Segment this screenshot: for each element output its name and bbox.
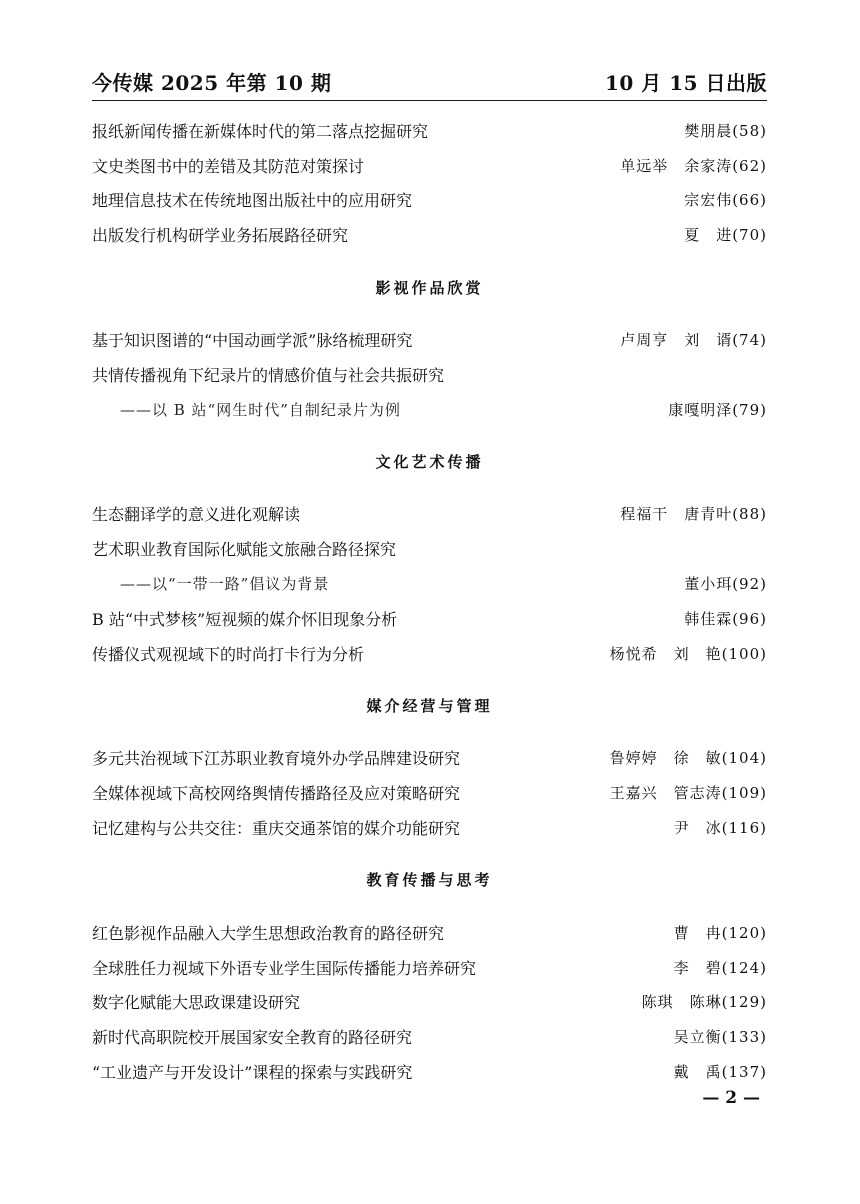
entry-author-page: 程福干 唐青叶(88)	[620, 505, 767, 524]
publish-date: 10 月 15 日出版	[604, 71, 767, 95]
entry-author-page: 尹 冰(116)	[673, 819, 767, 838]
entry-title: B 站“中式梦核”短视频的媒介怀旧现象分析	[92, 609, 398, 629]
toc-entry[interactable]	[92, 601, 767, 636]
toc-entry[interactable]	[92, 1019, 767, 1054]
entry-title: 记忆建构与公共交往：重庆交通茶馆的媒介功能研究	[92, 819, 461, 839]
toc-entry[interactable]	[92, 1054, 767, 1089]
section-heading-education: 教育传播与思考	[366, 871, 493, 890]
toc-entry-subtitle[interactable]	[92, 566, 767, 601]
toc-entry[interactable]	[92, 497, 767, 532]
entry-author-page: 董小珥(92)	[684, 575, 767, 594]
entry-title: “工业遗产与开发设计”课程的探索与实践研究	[92, 1063, 413, 1083]
entry-title: 多元共治视域下江苏职业教育境外办学品牌建设研究	[92, 749, 461, 769]
entry-author-page: 樊朋晨(58)	[684, 121, 767, 140]
entry-title: 新时代高职院校开展国家安全教育的路径研究	[92, 1028, 413, 1048]
page-header	[92, 70, 767, 101]
entry-title: 全球胜任力视域下外语专业学生国际传播能力培养研究	[92, 958, 477, 978]
entry-subtitle: ——以 B 站“网生时代”自制纪录片为例	[120, 400, 401, 419]
entry-author-page: 戴 禹(137)	[673, 1063, 767, 1082]
entry-title: 传播仪式观视域下的时尚打卡行为分析	[92, 644, 365, 664]
entry-title: 地理信息技术在传统地图出版社中的应用研究	[92, 191, 413, 211]
toc-entry[interactable]	[92, 915, 767, 950]
toc-entry[interactable]	[92, 775, 767, 810]
toc-entry[interactable]	[92, 950, 767, 985]
entry-author-page: 曹 冉(120)	[673, 923, 767, 942]
toc-entry[interactable]	[92, 183, 767, 218]
entry-title: 数字化赋能大思政课建设研究	[92, 993, 301, 1013]
entry-title: 全媒体视域下高校网络舆情传播路径及应对策略研究	[92, 784, 461, 804]
toc-entry[interactable]	[92, 636, 767, 671]
toc-entry[interactable]	[92, 741, 767, 776]
section-heading-film: 影视作品欣赏	[375, 278, 484, 297]
entry-author-page: 杨悦希 刘 艳(100)	[609, 644, 767, 663]
toc-entry[interactable]	[92, 985, 767, 1020]
toc-entry[interactable]	[92, 217, 767, 252]
journal-issue: 今传媒 2025 年第 10 期	[92, 71, 332, 95]
toc-entry[interactable]	[92, 531, 767, 566]
section-heading-media-management: 媒介经营与管理	[366, 697, 493, 716]
entry-author-page: 卢周亨 刘 谞(74)	[620, 331, 767, 350]
entry-author-page: 宗宏伟(66)	[684, 191, 767, 210]
entry-title: 红色影视作品融入大学生思想政治教育的路径研究	[92, 923, 445, 943]
page-number: — 2 —	[702, 1088, 760, 1108]
entry-author-page: 康嘎明泽(79)	[668, 400, 767, 419]
entry-title: 文史类图书中的差错及其防范对策探讨	[92, 156, 365, 176]
entry-author-page: 李 碧(124)	[673, 958, 767, 977]
entry-author-page: 韩佳霖(96)	[684, 609, 767, 628]
toc-entry-subtitle[interactable]	[92, 392, 767, 427]
toc-entry[interactable]	[92, 810, 767, 845]
entry-author-page: 夏 进(70)	[684, 226, 767, 245]
section-heading-culture: 文化艺术传播	[375, 453, 484, 472]
entry-title: 出版发行机构研学业务拓展路径研究	[92, 226, 349, 246]
toc-entry[interactable]	[92, 148, 767, 183]
entry-title: 报纸新闻传播在新媒体时代的第二落点挖掘研究	[92, 121, 429, 141]
entry-author-page: 陈琪 陈琳(129)	[641, 993, 767, 1012]
entry-subtitle: ——以“一带一路”倡议为背景	[120, 575, 330, 594]
entry-title: 生态翻译学的意义进化观解读	[92, 505, 301, 525]
entry-author-page: 鲁婷婷 徐 敏(104)	[609, 749, 767, 768]
table-of-contents	[92, 113, 767, 1089]
entry-author-page: 吴立衡(133)	[673, 1028, 767, 1047]
toc-entry[interactable]	[92, 357, 767, 392]
entry-author-page: 单远举 余家涛(62)	[620, 156, 767, 175]
entry-author-page: 王嘉兴 管志涛(109)	[609, 784, 767, 803]
toc-entry[interactable]	[92, 113, 767, 148]
entry-title: 基于知识图谱的“中国动画学派”脉络梳理研究	[92, 331, 413, 351]
entry-title: 艺术职业教育国际化赋能文旅融合路径探究	[92, 540, 397, 560]
toc-entry[interactable]	[92, 322, 767, 357]
entry-title: 共情传播视角下纪录片的情感价值与社会共振研究	[92, 365, 445, 385]
